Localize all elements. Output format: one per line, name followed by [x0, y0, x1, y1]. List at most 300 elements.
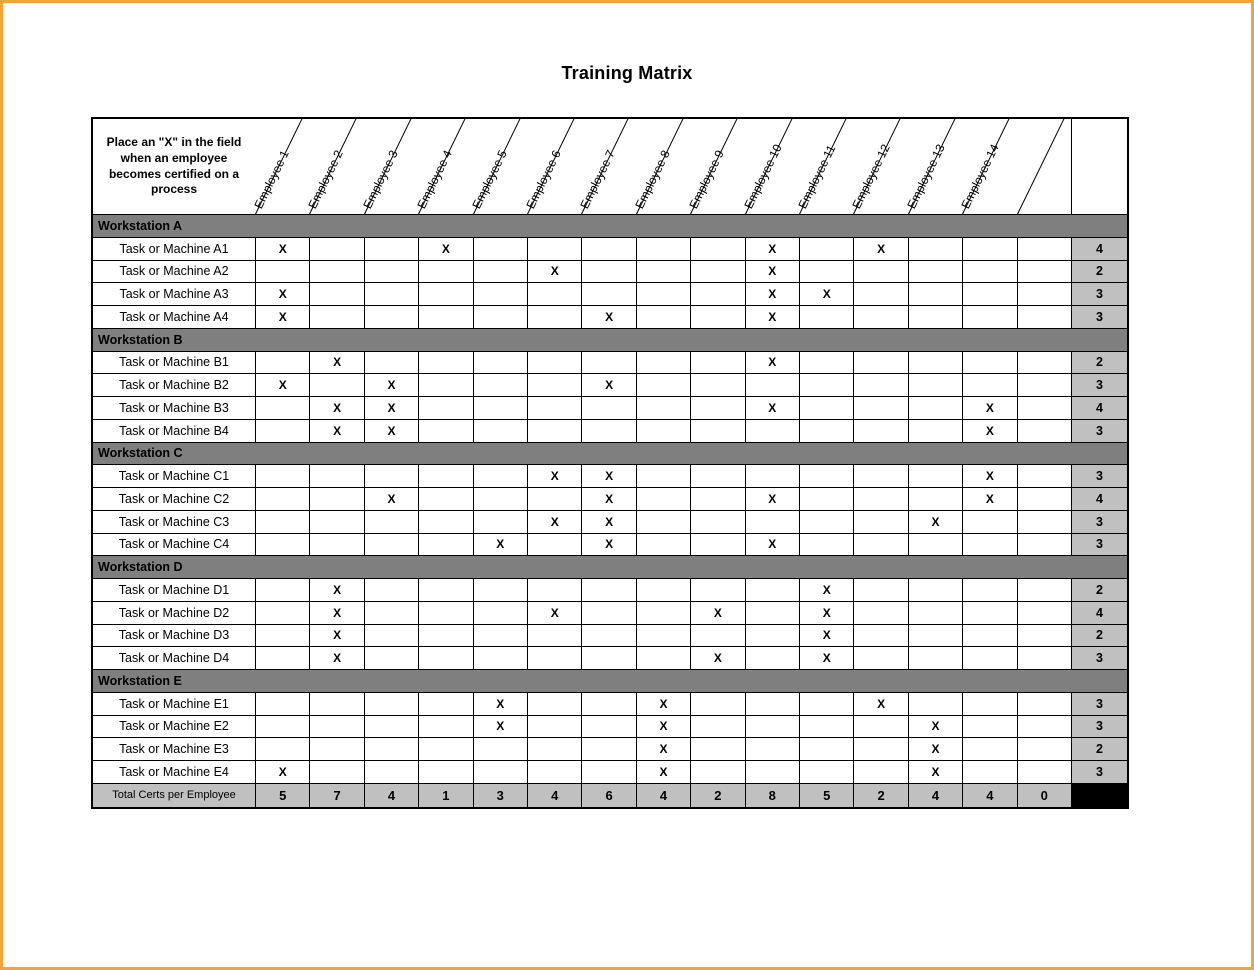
cert-mark-cell: X [636, 693, 690, 716]
employee-column-header [904, 119, 962, 215]
cert-mark-cell: X [745, 488, 799, 511]
employee-total-cell: 4 [962, 784, 1016, 807]
row-total-cell: 2 [1071, 261, 1127, 284]
cert-mark-cell [418, 465, 472, 488]
row-total-cell: 3 [1071, 693, 1127, 716]
cert-mark-cell [364, 761, 418, 784]
cert-mark-cell [962, 534, 1016, 557]
cert-mark-cell [690, 283, 744, 306]
cert-mark-cell: X [581, 374, 635, 397]
cert-mark-cell [1017, 602, 1071, 625]
cert-mark-cell [473, 761, 527, 784]
task-label-cell: Task or Machine C2 [93, 488, 255, 511]
cert-mark-cell [636, 579, 690, 602]
cert-mark-cell: X [527, 261, 581, 284]
cert-mark-cell [962, 647, 1016, 670]
employee-column-header [305, 119, 363, 215]
cert-mark-cell: X [255, 374, 309, 397]
employee-name-label: Employee 5 [469, 147, 510, 211]
row-total-cell: 4 [1071, 488, 1127, 511]
cert-mark-cell [418, 716, 472, 739]
task-label-cell: Task or Machine C4 [93, 534, 255, 557]
cert-mark-cell [745, 647, 799, 670]
cert-mark-cell [962, 283, 1016, 306]
cert-mark-cell [690, 420, 744, 443]
cert-mark-cell [527, 579, 581, 602]
cert-mark-cell [853, 306, 907, 329]
cert-mark-cell: X [255, 238, 309, 261]
cert-mark-cell [1017, 283, 1071, 306]
cert-mark-cell: X [309, 647, 363, 670]
cert-mark-cell: X [636, 761, 690, 784]
cert-mark-cell [853, 465, 907, 488]
employee-column-header [849, 119, 907, 215]
cert-mark-cell [962, 602, 1016, 625]
cert-mark-cell: X [581, 465, 635, 488]
cert-mark-cell [255, 261, 309, 284]
cert-mark-cell [418, 647, 472, 670]
cert-mark-cell [636, 488, 690, 511]
cert-mark-cell [799, 352, 853, 375]
cert-mark-cell [853, 602, 907, 625]
cert-mark-cell [1017, 261, 1071, 284]
cert-mark-cell [255, 352, 309, 375]
cert-mark-cell [962, 738, 1016, 761]
cert-mark-cell [418, 374, 472, 397]
cert-mark-cell [581, 579, 635, 602]
cert-mark-cell [527, 534, 581, 557]
cert-mark-cell: X [473, 534, 527, 557]
cert-mark-cell [908, 238, 962, 261]
cert-mark-cell: X [418, 238, 472, 261]
cert-mark-cell [962, 761, 1016, 784]
employee-name-label: Employee 6 [523, 147, 564, 211]
cert-mark-cell: X [908, 761, 962, 784]
cert-mark-cell [309, 374, 363, 397]
cert-mark-cell [1017, 465, 1071, 488]
cert-mark-cell [745, 761, 799, 784]
employee-column-header [686, 119, 744, 215]
cert-mark-cell [364, 261, 418, 284]
cert-mark-cell [853, 261, 907, 284]
employee-total-cell: 3 [473, 784, 527, 807]
row-total-cell: 3 [1071, 374, 1127, 397]
cert-mark-cell: X [799, 647, 853, 670]
row-total-cell: 3 [1071, 647, 1127, 670]
cert-mark-cell [527, 647, 581, 670]
cert-mark-cell [799, 534, 853, 557]
cert-mark-cell [473, 238, 527, 261]
cert-mark-cell [309, 716, 363, 739]
cert-mark-cell [853, 283, 907, 306]
cert-mark-cell [1017, 306, 1071, 329]
cert-mark-cell [309, 693, 363, 716]
cert-mark-cell [908, 397, 962, 420]
cert-mark-cell [418, 579, 472, 602]
cert-mark-cell [527, 238, 581, 261]
cert-mark-cell [690, 693, 744, 716]
cert-mark-cell [962, 625, 1016, 648]
cert-mark-cell [962, 306, 1016, 329]
cert-mark-cell [853, 352, 907, 375]
cert-mark-cell [1017, 352, 1071, 375]
cert-mark-cell [799, 261, 853, 284]
employee-total-cell: 4 [636, 784, 690, 807]
workstation-section-header [93, 443, 1127, 466]
cert-mark-cell [364, 511, 418, 534]
cert-mark-cell [1017, 238, 1071, 261]
employee-total-cell: 2 [690, 784, 744, 807]
cert-mark-cell: X [309, 579, 363, 602]
cert-mark-cell [473, 579, 527, 602]
employee-column-header [741, 119, 799, 215]
cert-mark-cell: X [745, 306, 799, 329]
cert-mark-cell [255, 602, 309, 625]
task-label-cell: Task or Machine E3 [93, 738, 255, 761]
cert-mark-cell [908, 352, 962, 375]
cert-mark-cell [1017, 397, 1071, 420]
employee-total-cell: 2 [853, 784, 907, 807]
cert-mark-cell [527, 625, 581, 648]
task-label-cell: Task or Machine A1 [93, 238, 255, 261]
cert-mark-cell [418, 283, 472, 306]
cert-mark-cell [745, 625, 799, 648]
cert-mark-cell [581, 693, 635, 716]
cert-mark-cell [636, 352, 690, 375]
cert-mark-cell [364, 625, 418, 648]
employee-name-label: Employee 9 [686, 147, 727, 211]
cert-mark-cell [1017, 625, 1071, 648]
cert-mark-cell [745, 693, 799, 716]
cert-mark-cell [418, 625, 472, 648]
cert-mark-cell [799, 397, 853, 420]
cert-mark-cell [473, 420, 527, 443]
workstation-label: Workstation C [98, 446, 183, 461]
cert-mark-cell [799, 465, 853, 488]
cert-mark-cell [636, 602, 690, 625]
cert-mark-cell: X [255, 761, 309, 784]
cert-mark-cell [364, 602, 418, 625]
cert-mark-cell [255, 693, 309, 716]
row-total-cell: 3 [1071, 534, 1127, 557]
cert-mark-cell [745, 511, 799, 534]
cert-mark-cell [418, 738, 472, 761]
cert-mark-cell [799, 488, 853, 511]
cert-mark-cell [636, 306, 690, 329]
cert-mark-cell: X [581, 488, 635, 511]
row-total-cell: 2 [1071, 625, 1127, 648]
cert-mark-cell [908, 488, 962, 511]
cert-mark-cell [908, 283, 962, 306]
cert-mark-cell [908, 647, 962, 670]
cert-mark-cell: X [908, 738, 962, 761]
cert-mark-cell [473, 511, 527, 534]
employee-total-cell: 0 [1017, 784, 1071, 807]
employee-column-header [414, 119, 472, 215]
cert-mark-cell [473, 397, 527, 420]
cert-mark-cell [473, 738, 527, 761]
cert-mark-cell: X [309, 625, 363, 648]
employee-name-label: Employee 8 [632, 147, 673, 211]
employee-name-label: Employee 11 [795, 142, 839, 211]
cert-mark-cell [962, 352, 1016, 375]
cert-mark-cell [527, 283, 581, 306]
cert-mark-cell [745, 602, 799, 625]
cert-mark-cell [581, 625, 635, 648]
cert-mark-cell [255, 738, 309, 761]
cert-mark-cell: X [527, 465, 581, 488]
totals-column-header [1071, 119, 1127, 215]
cert-mark-cell [799, 738, 853, 761]
employee-total-cell: 5 [799, 784, 853, 807]
cert-mark-cell [255, 465, 309, 488]
cert-mark-cell: X [799, 283, 853, 306]
cert-mark-cell [255, 511, 309, 534]
cert-mark-cell: X [581, 511, 635, 534]
task-label-cell: Task or Machine B2 [93, 374, 255, 397]
employee-name-label: Employee 13 [904, 141, 948, 211]
cert-mark-cell [745, 465, 799, 488]
cert-mark-cell [636, 647, 690, 670]
employee-column-header [251, 119, 309, 215]
cert-mark-cell: X [309, 602, 363, 625]
cert-mark-cell: X [255, 283, 309, 306]
cert-mark-cell [309, 511, 363, 534]
cert-mark-cell [364, 465, 418, 488]
cert-mark-cell [1017, 647, 1071, 670]
task-label-cell: Task or Machine C3 [93, 511, 255, 534]
employee-total-cell: 4 [364, 784, 418, 807]
cert-mark-cell [418, 261, 472, 284]
cert-mark-cell [799, 716, 853, 739]
cert-mark-cell [690, 488, 744, 511]
cert-mark-cell [418, 352, 472, 375]
cert-mark-cell [309, 738, 363, 761]
cert-mark-cell: X [364, 488, 418, 511]
cert-mark-cell [527, 693, 581, 716]
cert-mark-cell: X [527, 602, 581, 625]
employee-total-cell: 4 [908, 784, 962, 807]
cert-mark-cell [1017, 579, 1071, 602]
cert-mark-cell [1017, 738, 1071, 761]
cert-mark-cell [473, 283, 527, 306]
cert-mark-cell [1017, 534, 1071, 557]
cert-mark-cell [690, 261, 744, 284]
task-label-cell: Task or Machine B3 [93, 397, 255, 420]
employee-column-header [958, 119, 1016, 215]
cert-mark-cell [962, 511, 1016, 534]
cert-mark-cell [690, 534, 744, 557]
cert-mark-cell [1017, 716, 1071, 739]
cert-mark-cell: X [255, 306, 309, 329]
cert-mark-cell [962, 579, 1016, 602]
cert-mark-cell: X [962, 397, 1016, 420]
row-total-cell: 3 [1071, 283, 1127, 306]
task-label-cell: Task or Machine E2 [93, 716, 255, 739]
cert-mark-cell [364, 738, 418, 761]
cert-mark-cell [690, 397, 744, 420]
cert-mark-cell [418, 693, 472, 716]
cert-mark-cell [364, 283, 418, 306]
cert-mark-cell [527, 761, 581, 784]
cert-mark-cell [1017, 761, 1071, 784]
row-total-cell: 4 [1071, 397, 1127, 420]
cert-mark-cell [908, 534, 962, 557]
cert-mark-cell: X [473, 693, 527, 716]
cert-mark-cell [581, 238, 635, 261]
employee-name-label: Employee 14 [958, 141, 1002, 211]
employee-column-header [523, 119, 581, 215]
cert-mark-cell [418, 397, 472, 420]
cert-mark-cell: X [853, 693, 907, 716]
cert-mark-cell [581, 352, 635, 375]
cert-mark-cell [364, 352, 418, 375]
employee-total-cell: 7 [309, 784, 363, 807]
cert-mark-cell [255, 420, 309, 443]
cert-mark-cell: X [745, 261, 799, 284]
cert-mark-cell [690, 738, 744, 761]
cert-mark-cell [799, 238, 853, 261]
cert-mark-cell [473, 465, 527, 488]
cert-mark-cell [636, 283, 690, 306]
page-title: Training Matrix [561, 63, 693, 83]
employee-total-cell: 8 [745, 784, 799, 807]
grand-total-black-cell [1071, 784, 1127, 807]
row-total-cell: 3 [1071, 465, 1127, 488]
task-label-cell: Task or Machine D4 [93, 647, 255, 670]
employee-name-label: Employee 1 [251, 147, 292, 211]
cert-mark-cell [255, 579, 309, 602]
cert-mark-cell: X [364, 420, 418, 443]
cert-mark-cell [581, 647, 635, 670]
cert-mark-cell [418, 306, 472, 329]
cert-mark-cell [473, 602, 527, 625]
cert-mark-cell [690, 352, 744, 375]
cert-mark-cell [309, 534, 363, 557]
cert-mark-cell [473, 625, 527, 648]
row-total-cell: 4 [1071, 602, 1127, 625]
cert-mark-cell [309, 261, 363, 284]
cert-mark-cell [636, 374, 690, 397]
cert-mark-cell [853, 625, 907, 648]
row-total-cell: 3 [1071, 511, 1127, 534]
cert-mark-cell: X [962, 488, 1016, 511]
cert-mark-cell [1017, 420, 1071, 443]
cert-mark-cell: X [527, 511, 581, 534]
cert-mark-cell [581, 283, 635, 306]
cert-mark-cell [853, 511, 907, 534]
workstation-section-header [93, 556, 1127, 579]
cert-mark-cell [636, 625, 690, 648]
cert-mark-cell [581, 602, 635, 625]
employee-total-cell: 4 [527, 784, 581, 807]
employee-name-label: Employee 4 [414, 147, 455, 211]
cert-mark-cell [527, 716, 581, 739]
cert-mark-cell [1017, 511, 1071, 534]
cert-mark-cell [418, 488, 472, 511]
cert-mark-cell [255, 625, 309, 648]
cert-mark-cell [636, 238, 690, 261]
cert-mark-cell: X [473, 716, 527, 739]
cert-mark-cell [853, 738, 907, 761]
task-label-cell: Task or Machine D1 [93, 579, 255, 602]
cert-mark-cell [309, 465, 363, 488]
row-total-cell: 2 [1071, 352, 1127, 375]
task-label-cell: Task or Machine E1 [93, 693, 255, 716]
cert-mark-cell: X [745, 283, 799, 306]
cert-mark-cell [908, 374, 962, 397]
cert-mark-cell [690, 625, 744, 648]
cert-mark-cell [581, 738, 635, 761]
task-label-cell: Task or Machine E4 [93, 761, 255, 784]
cert-mark-cell [908, 693, 962, 716]
cert-mark-cell [418, 602, 472, 625]
task-label-cell: Task or Machine B1 [93, 352, 255, 375]
row-total-cell: 2 [1071, 579, 1127, 602]
cert-mark-cell [255, 647, 309, 670]
workstation-label: Workstation E [98, 673, 182, 688]
workstation-section-header [93, 670, 1127, 693]
cert-mark-cell [799, 761, 853, 784]
cert-mark-cell [473, 261, 527, 284]
cert-mark-cell: X [962, 465, 1016, 488]
cert-mark-cell: X [581, 534, 635, 557]
cert-mark-cell [908, 420, 962, 443]
cert-mark-cell [473, 306, 527, 329]
cert-mark-cell: X [309, 397, 363, 420]
row-total-cell: 3 [1071, 306, 1127, 329]
corner-instructions-text: Place an "X" in the field when an employee becomes certified on a process [106, 135, 242, 197]
workstation-label: Workstation A [98, 218, 183, 233]
cert-mark-cell [962, 261, 1016, 284]
cert-mark-cell: X [745, 238, 799, 261]
training-matrix [91, 117, 1129, 809]
cert-mark-cell [853, 579, 907, 602]
cert-mark-cell [690, 238, 744, 261]
cert-mark-cell [473, 374, 527, 397]
cert-mark-cell: X [799, 625, 853, 648]
employee-column-header [577, 119, 635, 215]
row-total-cell: 3 [1071, 716, 1127, 739]
task-label-cell: Task or Machine B4 [93, 420, 255, 443]
task-label-cell: Task or Machine C1 [93, 465, 255, 488]
cert-mark-cell [745, 579, 799, 602]
cert-mark-cell [418, 761, 472, 784]
workstation-label: Workstation D [98, 560, 183, 575]
cert-mark-cell [799, 511, 853, 534]
task-label-cell: Task or Machine D2 [93, 602, 255, 625]
workstation-label: Workstation B [98, 332, 183, 347]
cert-mark-cell [581, 716, 635, 739]
cert-mark-cell [309, 761, 363, 784]
cert-mark-cell [962, 693, 1016, 716]
employee-total-cell: 1 [418, 784, 472, 807]
cert-mark-cell [418, 420, 472, 443]
task-label-cell: Task or Machine A4 [93, 306, 255, 329]
cert-mark-cell: X [962, 420, 1016, 443]
cert-mark-cell [527, 397, 581, 420]
cert-mark-cell [473, 488, 527, 511]
cert-mark-cell [799, 693, 853, 716]
cert-mark-cell [745, 374, 799, 397]
cert-mark-cell [853, 374, 907, 397]
cert-mark-cell [255, 488, 309, 511]
row-total-cell: 2 [1071, 738, 1127, 761]
cert-mark-cell: X [364, 374, 418, 397]
cert-mark-cell [364, 647, 418, 670]
cert-mark-cell: X [908, 511, 962, 534]
cert-mark-cell: X [745, 534, 799, 557]
